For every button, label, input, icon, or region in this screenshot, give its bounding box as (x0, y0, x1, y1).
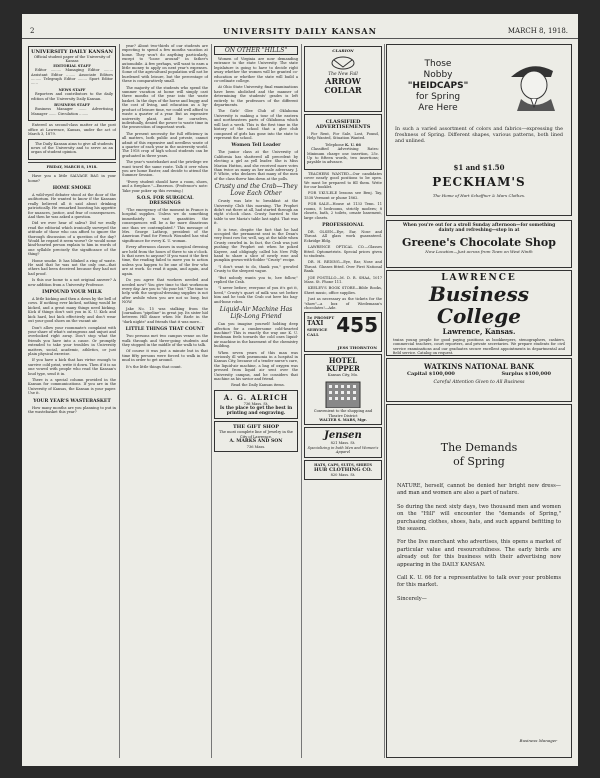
alrich-text: Is the place to get the best in printing and engraving. (219, 406, 293, 417)
column-2: year? About two-thirds of our students are expecting to spend a few months vacation at home. They won't do anything particularly, except to "loose around" in father's automobile. A few perhaps, will want to earn a little money to apply on next year's expenses. Some of the agricultural population will not be burdened with leisure, but the percentage of these is comparatively small. The majority of the students who spend the summer vacation at home will simply cast three months of the year into the waste basket. In the days of the horse and buggy and the cost of living, and education as a by-product of leisure time, we could well afford to waste a quarter of a year. But as expensive university plant, and for ourselves, individually, denied the power to waste time in the prosecution of important work. The present necessity for full efficiency in all matters, both public and private, cannot admit of this expensive and needless waste of a quarter of each year in the university world. The 1918 crop of high school students can be graduated in three years. The year's wastebasket and the privilege we want travel the same route. Talk it over when you are home Easter, and decide to attend the Summer Session. "Every student should have a room, shoes, and a fireplace."—Emerson. (Professor's note: Take your poker up this evening.) S.O.S. FOR SURGICAL DRESSINGS "The emergency of the moment in France is hospital supplies. Unless we do something immediately in vast quantities the consequences will be a far more disastrous one than we contemplated." This message of Mrs. George Lathrop, president of the American Fund for French Wounded has vital significance for every K. U. woman. Every afternoon classes in surgical dressing are held from the hours of three to six o'clock. Is that news to anyone? If you want it the first time, the reading failed to move you to action unless you happen to be one of the few who are at work. So read it again, and again, and again. Do you agree that workers needed and needed now? You give time to that workroom every day. Are you to "do your bit." The time to help with the surgical-dressing supplies is not after awhile when you are not so busy, but NOW. Jake No. 15 was stalking from the Journalism "pipeline" in great joy. Its sister hid between Hill dance when Mr. Earle in the "dark nights" and friends that it was more... LITTLE THINGS THAT COUNT Two persons met two campus venue on the walk through and three-going students and they stopped in the middle of the walk to talk. Of course it was just a minute but in that time fifty persons were forced to walk in the mud in order to get around. It's the little things that count. (122, 44, 208, 369)
collar-illustration (328, 53, 358, 71)
news-staff-label: NEWS STAFF (58, 87, 86, 92)
masthead-title: UNIVERSITY DAILY KANSAN (223, 26, 377, 36)
editorial-heading-1: HOME SMOKE (52, 185, 92, 191)
column-1: UNIVERSITY DAILY KANSAN Official student paper of the University of Kansas EDITORIAL STAFF Editor ......... Managing Editor ........ Assistant Editor ........ Associate Editors ......... Telegraph Editor ........ Sport Editor ...... NEWS STAFF Reporters and contributors to the daily edition of the University Daily Kansan. BUSINESS STAFF Business Manager ....... Advertising Manager ....... Circulation ........ Entered as second-class matter at the post office at Lawrence, Kansas, under the act of March 3, 1879. The Daily Kansan aims to give all students news of the University and to serve as an organ of student opinion. FRIDAY, MARCH 8, 1918. Have you a little SALVAGE BAG in your home? HOME SMOKE A wild-eyed debater stood at the door of the auditorium. He wanted to know if the Kansans really believed all it said about drinking patriotically. He remarked boosting his appetite for nuances, justice, and fear of consequences. And then he was asked a question. Did we ever hear of saliva? Did we really read the editorial which ironically surveyed the attitude of those who can afford to ignore the thorough discussion of a question of the day? Would he regard it seem worse? Or would some kind-hearted person explain to him in words of one syllable precisely the significance of the thing? Home smoke. It has blinked a ring of waste. He said that he was not the only one—that others had been deceived because they had not had proof. Is this our home to a not original answer? A new addition from a University Professor. IMPOUND YOUR MILK A little kicking and then a down by the bell of cows. If nothing ever kicked, nothing would be kicked, and a great many things need kicking. Kick if things don't suit you in K. U. Kick and kick hard, but kick effectively and don't wear out your good shoes on the vacant air. Don't allow your roommate's complaint with your share of what's outrageous and unjust and overlooked right away. Don't stop what the friends you have into a cause. Or promptly extended to take your troubles in University matters, social, academic, athletics, or just plain physical exercise. If you have a kick that has virtue enough to survive cold print, write it down. Then if it is no one vowed with people who read the Kansan's loud type, send it in. There is a special column provided in the Kansan for communications. If you are in the University of Kansas, the Kansan is your paper. Use it. YOUR YEAR'S WASTEBASKET How many months are you planning to put in the wastebasket this year? (28, 44, 116, 760)
classified-box: CLASSIFIED ADVERTISEMENTS For Rent, For Sale, Lost, Found, Help Wanted, Situation Wanted. Telephone K. U. 66 Classified Advertising Rates: Minimum charge one insertion, 25c. Up to fifteen words, two insertions; payable in advance. (304, 114, 382, 170)
peckham-line-2: Nobby (423, 70, 453, 80)
watkins-bank-ad (386, 358, 572, 402)
jensen-address: 821 Mass. St. (330, 441, 356, 446)
greene-chocolate-ad (386, 220, 572, 268)
alrich-ad (214, 390, 298, 419)
taxi-call: CALL (307, 332, 319, 338)
hub-name: HUB CLOTHING CO. (313, 467, 373, 474)
demands-signoff: Sincerely— (397, 595, 427, 602)
jensen-ad (304, 427, 382, 457)
column-rule (384, 44, 385, 758)
jensen-logo: Jensen (324, 430, 362, 442)
hotel-owner: WALTER S. MARS, Mgr. (319, 418, 367, 423)
professional-heading: PROFESSIONAL (322, 222, 364, 228)
newspaper-page (22, 14, 578, 766)
phone-number: K. U. 66 (344, 142, 361, 147)
demands-body: NATURE, herself, cannot be denied her bright new dress—and man and women are also a part of nature. (397, 483, 561, 497)
page-header (22, 24, 578, 39)
peckham-heidcaps: "HEIDCAPS" (407, 81, 469, 91)
article-heading-women: Women Tell Leader (231, 143, 281, 149)
gift-shop-ad (214, 421, 298, 452)
hub-address: 820 Mass. St. (330, 473, 356, 478)
peckham-tagline: The Home of Hart Schaffner & Marx Clothes. (432, 193, 526, 198)
bank-capital: Capital $100,000 (407, 371, 455, 377)
hotel-label: HOTEL (328, 356, 358, 366)
taxi-number: 455 (336, 313, 378, 338)
bank-name: WATKINS NATIONAL BANK (424, 362, 534, 371)
demands-title-2: of Spring (453, 455, 505, 468)
demands-manager: Business Manager (519, 738, 557, 743)
hotel-name: KUPPER (326, 364, 360, 374)
peckham-price: $1 and $1.50 (453, 163, 505, 172)
taxi-label: TAXI (307, 320, 324, 328)
demands-title-1: The Demands (440, 441, 518, 454)
greene-name: Greene's Chocolate Shop (402, 235, 556, 249)
peckham-name: PECKHAM'S (432, 175, 526, 189)
hotel-kupper-ad (304, 354, 382, 425)
arrow-collar-ad (304, 46, 382, 112)
article-heading-liquid-air: Liquid-Air Machine Has Life-Long Friend (219, 306, 293, 321)
ad-column (386, 44, 572, 760)
college-name: Business College (428, 282, 530, 328)
peckham-body: In such a varied assortment of colors and fabrics—expressing the freshness of Spring. Different shapes, various patterns, both lined and unlined. (395, 127, 563, 144)
greene-intro: When you're out for a stroll Sunday afternoon—for something dainty and refreshing—stop in at (402, 223, 556, 234)
hotel-city: Kansas City, Mo. (327, 373, 359, 378)
column-rule (211, 44, 212, 758)
phone-label: Telephone (325, 142, 344, 147)
taxi-owner: JESS THORNTON (337, 345, 377, 350)
alrich-name: A. G. ALRICH (223, 392, 289, 402)
article-heading-sos: S.O.S. FOR SURGICAL DRESSINGS (136, 196, 194, 206)
bank-slogan: Careful Attention Given to All Business (433, 380, 525, 385)
peckham-line-1: Those (424, 59, 452, 69)
article-heading-crusty: Crusty and the Crab—They Love Each Other (214, 183, 298, 198)
peckham-line-5: Are Here (418, 103, 458, 113)
gift-shop-text: The most complete line of Jewelry in the City of Lawrence. (219, 430, 293, 439)
hub-items: HATS, CAPS, SUITS, SHIRTS (314, 462, 372, 467)
bank-surplus: Surplus $100,000 (501, 371, 551, 377)
greene-location: Now Location—Just across from Town on West Ninth (425, 248, 533, 254)
business-staff-label: BUSINESS STAFF (54, 103, 90, 108)
issue-date: MARCH 8, 1918. (507, 27, 568, 35)
jensen-text: Specializing in both Men and Women's Apparel (307, 445, 379, 455)
arrow-clarion: CLARION (332, 48, 354, 53)
man-in-cap-illustration (501, 55, 563, 111)
taxi-service: SERVICE (307, 327, 328, 333)
edition-date: FRIDAY, MARCH 8, 1918. (46, 164, 98, 169)
paper-title: UNIVERSITY DAILY KANSAN (31, 49, 113, 55)
alrich-address: 736 Mass. St. (243, 401, 269, 406)
gift-shop-address: 736 Mass. (246, 445, 266, 449)
column-3: ON OTHER "HILLS" Women of Virginia are now demanding entrance to the state University. The state legislature is going to have to decide right away whether the women will be granted co-education or whether the state will build a co-ordinate college. At Ohio State University, final examinations have been abolished and the manner of determining the students' grades is left entirely to the professors of the different departments. The Girls' Glee Club of Oklahoma University is making a tour of the eastern and northeastern parts of Oklahoma which will last a week. This is the first time in the history of the school that a glee club composed of girls has gone into the state to represent the school. Women Tell Leader The junior class at the University of California has shattered all precedent by electing a girl as yell leader. She is Miss Marion Hutton, and she received more votes than twice as many as her male adversary. J. P. White, who declares that many of the men of the class threw him down at the polls. Crusty and the Crab—They Love Each Other Crusty was late to breakfast at the University Club this morning. The Prophet didn't eat there at all, had started through an eight o'clock class. Crusty hurried to the table to see Maria's table last night. That was it. It is true, despite the fact that he had occupied the permanent seat in the Dean's very front row for, well, say, at the table when Crusty crawled in. In fact, the Crab was just pushing the Prophet out when he poked Kayeee, and obligingly called his New Pilly hand to share a slice of newly rose and pumpkin grown-with-fodder "Crusty" recipe. "I don't want to do, thank you," growled Crusty to the sleepest vague. "But nobody wants you to, hee follow," replied the Crab. "I never before; everyone of you it's got it, heed," Crusty's quart of milk was set before him and he took the Crab out here his bag-and-bone robes. Liquid-Air Machine Has Life-Long Friend Can you imagine yourself holding deep affection for a cumbersome cold-hearted machine? This is exactly the way one K. U. freshman feels towards the cold ones liquid-air machine in the basement of the chemistry building. When seven years of this man was seriously ill with pneumonia in a hospital in Kansas City, because of a tender nurse's care, the liquid-air machine, a bag of oxygen was pressed from liquid air sent over the University campus, and he considers that machine as his savior and friend. Read the Daily Kansan items. A. G. ALRICH 736 Mass. St. Is the place to get the best in printing and engraving. THE GIFT SHOP The most complete line of Jewelry in the City of Lawrence. A. MARKS AND SON 736 Mass. (214, 44, 298, 760)
page-number: 2 (30, 27, 35, 35)
college-city: LAWRENCE (441, 273, 517, 283)
article-heading-little-things: LITTLE THINGS THAT COUNT (125, 327, 205, 333)
hotel-building-illustration (318, 378, 368, 408)
column-rule (301, 44, 302, 758)
column-rule (119, 44, 120, 758)
college-location: Lawrence, Kansas. (442, 327, 516, 336)
gift-shop-name: THE GIFT SHOP (232, 424, 280, 431)
article-heading-other-hills: ON OTHER "HILLS" (214, 46, 298, 55)
peckham-line-4: for Spring (415, 92, 461, 102)
gift-shop-owner: A. MARKS AND SON (229, 439, 283, 444)
taxi-prompt: 5¢ PROMPT (307, 315, 335, 321)
taxi-ad (304, 312, 382, 352)
demands-of-spring-ad: The Demands of Spring NATURE, herself, cannot be denied her bright new dress—and man and women are also a part of nature. So during the next sixty days, two thousand men and women on the "Hill" will encounter the "demands of Spring," purchasing clothes, shoes, hats, and such apparel befitting to the season. For the live merchant who advertises, this opens a market of particular value and resourcefulness. The early birds are already out for this business with their advertising now appearing in the DAILY KANSAN. Call K. U. 66 for a representative to talk over your problems for this market. Sincerely— Business Manager (386, 404, 572, 758)
editorial-heading-3: YOUR YEAR'S WASTEBASKET (33, 398, 111, 404)
hub-clothing-ad (304, 460, 382, 481)
business-college-ad: LAWRENCE Business College Lawrence, Kansas. trains young people for good paying positions as bookkeepers, stenographers, cashiers, commercial teachers, court reporters, and private secretaries. We prepare students for civil service examinations and our graduates secure excellent appointments in departmental and field service. Catalog on request. (386, 270, 572, 356)
peckham-ad (386, 44, 572, 216)
hotel-text: Convenient to the shopping and Theatre District (313, 409, 373, 418)
column-4: CLARION The New Fall ARROW COLLAR CLASSIFIED ADVERTISEMENTS For Rent, For Sale, Lost, Found, Help Wanted, Situation Wanted. Telephone K. U. 66 Classified Advertising Rates: Minimum charge one insertion, 25c. Up to fifteen words, two insertions; payable in advance. TEACHERS WANTED—Our candidates cover nearly good positions to be open. We must be prepared to fill them. Write for our booklet. FOR UKULELE lessons see Benj. Tay, 1538 Vermont or phone 1862. FOR SALE—House at 1133 Tenn. 11 rooms, 8 bedrooms, strictly modern; 8 closets, bath, 2 toilets, ornate basement, large closets. PROFESSIONAL DR. OLSEN—Eye, Ear, Nose and Throat. All glass work guaranteed. Eckridge Bldg. LAWRENCE OPTICAL CO.—Glasses fitted. Optometrists. Special prices given to students. DR. H. REDING—Eye, Ear, Nose and Throat. Glasses fitted. Over First National Bank. JOE POSTILLO—M. D. R. SHAA, 1017 Mass. St. Phone 111. KEELEY'S BOOK STORE—Bible Books, Sheet music, office supplies. Just as necessary as the tickets for the "show"—a box of Wiedemann's chocolates!—Ade. 5¢ PROMPT TAXI SERVICE CALL 455 JESS THORNTON HOTEL KUPPER Kansas City, Mo. Convenient to the shopping and Theatre District WALTER S. MARS, Mgr. Jensen 821 Mass. St. Specializing in both Men and Women's Apparel HATS, CAPS, SUITS, SHIRTS HUB CLOTHING CO. 820 Mass. St. (304, 44, 382, 760)
paper-subtitle: Official student paper of the University of Kansas (33, 55, 111, 64)
editorial-heading-2: IMPOUND YOUR MILK (42, 290, 102, 296)
arrow-brand: ARROW COLLAR (324, 76, 362, 96)
arrow-subtitle: The New Fall (328, 71, 358, 77)
classified-heading: CLASSIFIED ADVERTISEMENTS (315, 119, 371, 130)
masthead-box: UNIVERSITY DAILY KANSAN Official student paper of the University of Kansas EDITORIAL STAFF Editor ......... Managing Editor ........ Assistant Editor ........ Associate Editors ......... Telegraph Editor ........ Sport Editor ...... NEWS STAFF Reporters and contributors to the daily edition of the University Daily Kansan. BUSINESS STAFF Business Manager ....... Advertising Manager ....... Circulation ........ (28, 46, 116, 121)
editorial-staff-label: EDITORIAL STAFF (53, 63, 91, 68)
